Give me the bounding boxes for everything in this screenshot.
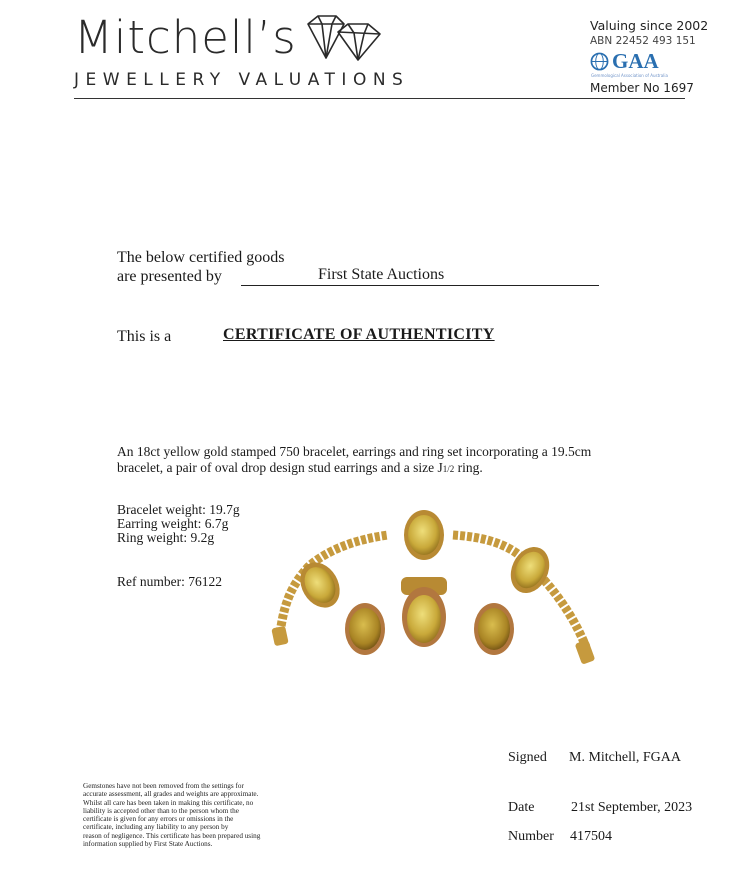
certificate-title: CERTIFICATE OF AUTHENTICITY xyxy=(223,326,495,343)
item-description xyxy=(117,444,612,477)
disclaimer: Gemstones have not been removed from the settings for accurate assessment, all grades and weights are approximate. Whilst all care has been taken in making this certificate, no liability is accepted other than to the person whom the certificate is given for any errors or omissions in the certificate, including any liability to any person by reason of negligence. This certificate has been prepared using information supplied by First State Auctions. xyxy=(83,782,261,849)
intro-line-1: The below certified goods xyxy=(117,249,285,266)
gaa-logo-caption: Gemmological Association of Australia xyxy=(591,73,668,78)
date-value: 21st September, 2023 xyxy=(571,800,693,815)
gaa-logo-text: GAA xyxy=(612,49,659,73)
ring-size-fraction: 1/2 xyxy=(442,464,455,474)
diamond-logo-icon xyxy=(306,14,386,62)
ref-number: Ref number: 76122 xyxy=(117,574,222,589)
earring-weight: Earring weight: 6.7g xyxy=(117,516,229,531)
number-value: 417504 xyxy=(570,829,612,844)
abn-number: ABN 22452 493 151 xyxy=(590,35,696,47)
valuing-since: Valuing since 2002 xyxy=(590,18,709,33)
signed-label: Signed xyxy=(508,750,547,765)
presenter-name: First State Auctions xyxy=(318,266,445,283)
ring-weight: Ring weight: 9.2g xyxy=(117,530,215,545)
description-line-1: An 18ct yellow gold stamped 750 bracelet, earrings and ring set incorporating a 19.5cm xyxy=(117,444,592,459)
intro-line-2: are presented by xyxy=(117,268,222,285)
member-number: Member No 1697 xyxy=(590,81,694,95)
header-divider xyxy=(74,98,685,99)
signed-value: M. Mitchell, FGAA xyxy=(569,750,681,765)
gaa-globe-icon xyxy=(590,52,609,71)
bracelet-weight: Bracelet weight: 19.7g xyxy=(117,502,240,517)
number-label: Number xyxy=(508,829,554,844)
jewellery-photo xyxy=(268,505,608,675)
description-line-2: bracelet, a pair of oval drop design stud earrings and a size J1/2 ring. xyxy=(117,460,483,475)
brand-subtitle: JEWELLERY VALUATIONS xyxy=(74,70,410,90)
date-label: Date xyxy=(508,800,535,815)
brand-name: Mitchell’s xyxy=(74,11,297,64)
certificate-prefix: This is a xyxy=(117,328,172,345)
